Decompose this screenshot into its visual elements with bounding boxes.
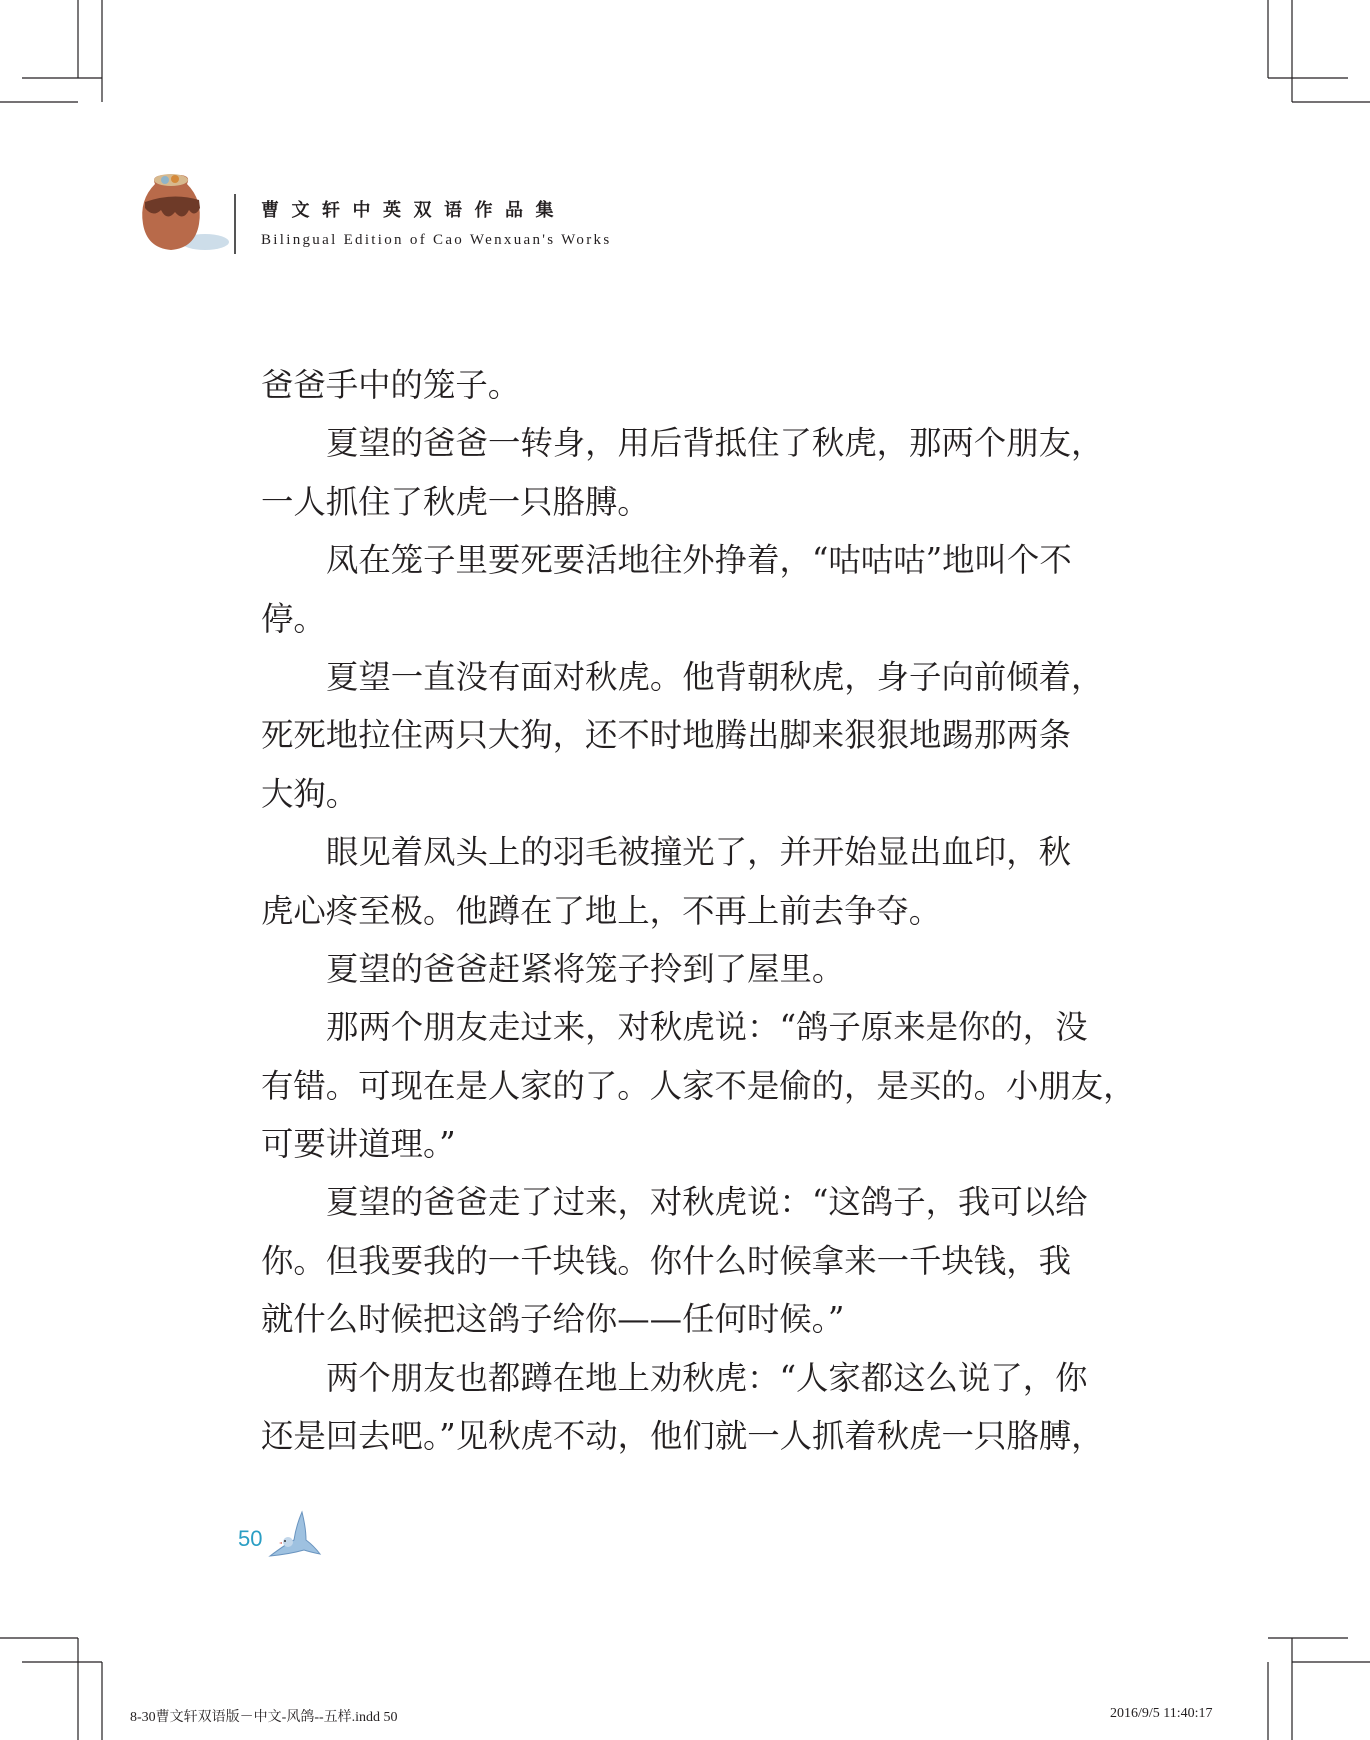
dove-icon [266, 1510, 322, 1562]
text-line: 还是回去吧。”见秋虎不动，他们就一人抓着秋虎一只胳膊， [261, 1417, 1104, 1456]
slug-line: 8-30曹文轩双语版－中文-风鸽--五样.indd 50 [130, 1710, 398, 1725]
text-line: 一人抓住了秋虎一只胳膊。 [261, 482, 650, 521]
header-divider [234, 194, 236, 254]
text-line: 夏望的爸爸赶紧将笼子拎到了屋里。 [326, 949, 845, 988]
text-line: 夏望的爸爸走了过来，对秋虎说：“这鸽子，我可以给 [326, 1183, 1088, 1222]
text-line: 可要讲道理。” [261, 1125, 456, 1164]
text-line: 爸爸手中的笼子。 [261, 366, 521, 404]
text-line: 大狗。 [261, 774, 359, 813]
text-line: 有错。可现在是人家的了。人家不是偷的，是买的。小朋友， [261, 1066, 1136, 1105]
text-line: 夏望的爸爸一转身，用后背抵住了秋虎，那两个朋友， [326, 424, 1104, 463]
text-line: 眼见着凤头上的羽毛被撞光了，并开始显出血印，秋 [326, 833, 1071, 872]
text-line: 凤在笼子里要死要活地往外挣着，“咕咕咕”地叫个不 [326, 541, 1072, 580]
series-title-chinese: 曹文轩中英双语作品集 [261, 200, 566, 221]
clay-jar-illustration [133, 172, 229, 252]
print-timestamp: 2016/9/5 11:40:17 [1110, 1706, 1213, 1721]
text-line: 夏望一直没有面对秋虎。他背朝秋虎，身子向前倾着， [326, 657, 1104, 696]
text-line: 你。但我要我的一千块钱。你什么时候拿来一千块钱，我 [261, 1241, 1071, 1280]
text-line: 死死地拉住两只大狗，还不时地腾出脚来狠狠地踢那两条 [261, 716, 1071, 755]
text-line: 两个朋友也都蹲在地上劝秋虎：“人家都这么说了，你 [326, 1358, 1088, 1397]
page-number: 50 [238, 1526, 263, 1551]
text-line: 虎心疼至极。他蹲在了地上，不再上前去争夺。 [261, 891, 942, 930]
text-line: 就什么时候把这鸽子给你——任何时候。” [261, 1300, 845, 1339]
body-text [261, 356, 1136, 1465]
text-line: 那两个朋友走过来，对秋虎说：“鸽子原来是你的，没 [326, 1008, 1088, 1047]
series-title-english: Bilingual Edition of Cao Wenxuan's Works [261, 232, 612, 248]
text-line: 停。 [261, 599, 326, 638]
